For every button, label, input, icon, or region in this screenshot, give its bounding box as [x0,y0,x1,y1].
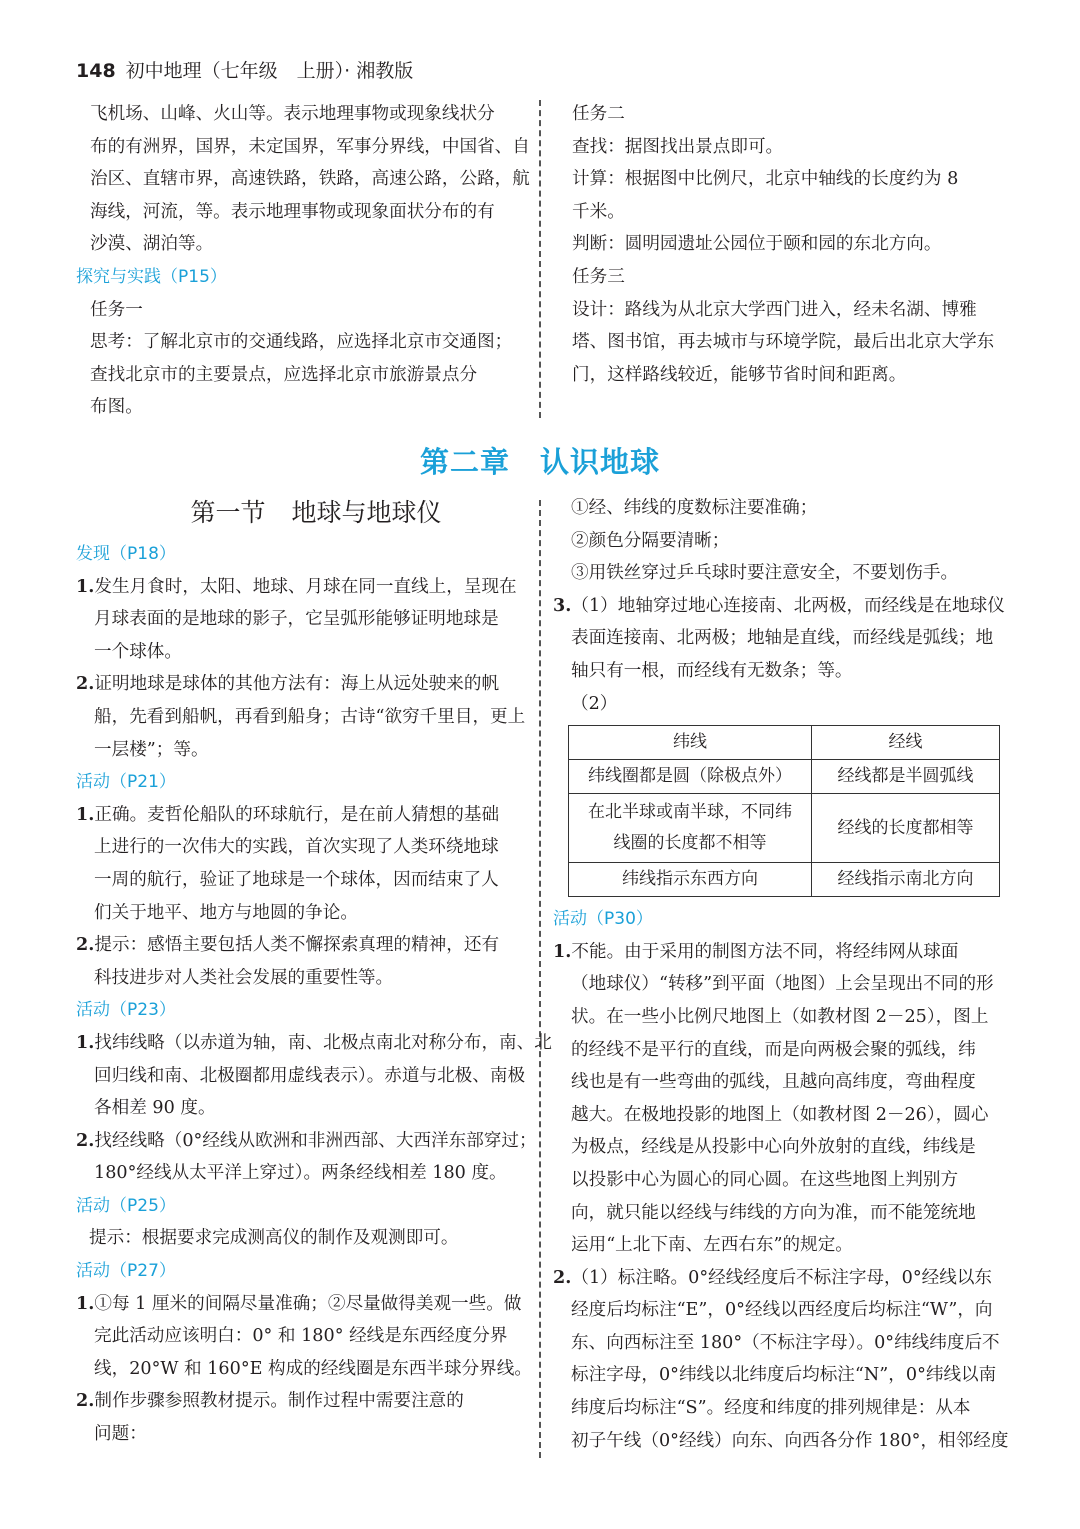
text-line: （地球仪）“转移”到平面（地图）上会呈现出不同的形 [571,974,994,995]
text-line: 回归线和南、北极圈都用虚线表示）。赤道与北极、南极 [94,1065,526,1086]
text-line: 初子午线（0°经线）向东、向西各分作 180°，相邻经度 [571,1430,1009,1451]
text-line: 问题： [94,1424,147,1445]
text-line: 向，就只能以经线与纬线的方向为准，而不能笼统地 [571,1202,976,1223]
text-line: 判断：圆明园遗址公园位于颐和园的东北方向。 [572,234,942,255]
text-line: 飞机场、山峰、火山等。表示地理事物或现象线状分 [90,104,495,124]
text-line: 千米。 [572,201,625,222]
list-item: 3.（1）地轴穿过地心连接南、北两极，而经线是在地球仪 [553,594,1005,616]
table-cell: 经线都是半圆弧线 [812,760,1000,794]
section-heading: 活动（P25） [76,1195,176,1216]
text-line: 的经线不是平行的直线，而是向两极会聚的弧线，纬 [571,1039,976,1060]
list-item: 1.①每 1 厘米的间隔尽量准确；②尽量做得美观一些。做 [76,1292,522,1314]
text-line: 一个球体。 [94,641,182,662]
list-item: 1.正确。麦哲伦船队的环球航行，是在前人猜想的基础 [76,803,500,825]
text-line: 沙漠、湖泊等。 [90,234,214,255]
task-label: 任务一 [90,299,143,320]
text-line: 查找北京市的主要景点，应选择北京市旅游景点分 [90,364,478,385]
list-item: 2.找经线略（0°经线从欧洲和非洲西部、大西洋东部穿过； [76,1129,537,1151]
right-column [553,492,1013,1457]
text-line: 各相差 90 度。 [94,1098,216,1119]
column-divider [539,100,541,418]
column-divider [539,500,541,1458]
chapter-name: 认识地球 [540,445,661,479]
page-header [76,56,413,83]
text-line: 船，先看到船帆，再看到船身；古诗“欲穷千里目，更上 [94,706,526,727]
section-heading: 活动（P23） [76,1000,176,1021]
text-line: ②颜色分隔要清晰； [571,530,730,551]
section-heading: 活动（P21） [76,772,176,793]
text-line: 表面连接南、北两极；地轴是直线，而经线是弧线；地 [571,628,994,649]
top-right-column [572,98,994,391]
text-line: 经度后均标注“E”，0°经线以西经度后均标注“W”，向 [571,1300,993,1321]
text-line: 线，20°W 和 160°E 构成的经线圈是东西半球分界线。 [94,1358,532,1379]
text-line: 查找：据图找出景点即可。 [572,136,784,157]
text-line: 提示：根据要求完成测高仪的制作及观测即可。 [89,1228,459,1249]
section-name: 地球与地球仪 [291,498,442,527]
table-header-row [569,726,1000,760]
task-label: 任务三 [572,266,625,287]
list-item: 2.（1）标注略。0°经线经度后不标注字母，0°经线以东 [553,1266,993,1288]
chapter-number: 第二章 [419,445,510,479]
table-cell: 纬线圈都是圆（除极点外） [569,760,812,794]
text-line: 线也是有一些弯曲的弧线，且越向高纬度，弯曲程度 [571,1072,976,1093]
table-cell: 经线指示南北方向 [812,863,1000,897]
list-item: 2.证明地球是球体的其他方法有：海上从远处驶来的帆 [76,673,500,695]
text-line: 治区、直辖市界，高速铁路，铁路，高速公路，公路，航 [90,169,530,190]
text-line: 以投影中心为圆心的同心圆。在这些地图上判别方 [571,1169,959,1190]
section-heading: 发现（P18） [76,544,176,564]
text-line: 标注字母，0°纬线以北纬度后均标注“N”，0°纬线以南 [571,1365,997,1386]
table-cell: 在北半球或南半球，不同纬 线圈的长度都不相等 [569,794,812,863]
text-line: 运用“上北下南、左西右东”的规定。 [571,1235,853,1256]
page-number: 148 [76,60,116,82]
list-item: 2.制作步骤参照教材提示。制作过程中需要注意的 [76,1390,464,1412]
table-header-cell: 纬线 [569,726,812,760]
text-line: 180°经线从太平洋上穿过）。两条经线相差 180 度。 [94,1163,507,1184]
table-row [569,760,1000,794]
table-header-cell: 经线 [812,726,1000,760]
text-line: 越大。在极地投影的地图上（如教材图 2－26），圆心 [571,1104,989,1125]
text-line: 思考：了解北京市的交通线路，应选择北京市交通图； [90,332,513,353]
table-cell: 经线的长度都相等 [812,794,1000,863]
text-line: ③用铁丝穿过乒乓球时要注意安全，不要划伤手。 [571,563,959,584]
text-line: 一周的航行，验证了地球是一个球体，因而结束了人 [94,869,499,890]
text-line: 布图。 [90,397,143,418]
text-line: 轴只有一根，而经线有无数条；等。 [571,660,853,681]
text-line: 海线，河流，等。表示地理事物或现象面状分布的有 [90,201,495,222]
text-line: 状。在一些小比例尺地图上（如教材图 2－25），图上 [571,1006,989,1027]
text-line: 上进行的一次伟大的实践，首次实现了人类环绕地球 [94,837,499,858]
text-line: （2） [571,693,618,714]
text-line: 布的有洲界，国界，未定国界，军事分界线，中国省、自 [90,136,530,157]
comparison-table [568,725,1000,897]
list-item: 1.不能。由于采用的制图方法不同，将经纬网从球面 [553,940,959,962]
list-item: 1.发生月食时，太阳、地球、月球在同一直线上，呈现在 [76,575,517,597]
text-line: 月球表面的是地球的影子，它呈弧形能够证明地球是 [94,609,499,630]
table-row [569,794,1000,863]
text-line: 们关于地平、地方与地圆的争论。 [94,902,358,923]
top-left-column [76,98,530,424]
task-label: 任务二 [572,104,625,124]
section-heading: 活动（P27） [76,1261,176,1282]
chapter-title [0,440,1080,481]
table-cell: 纬线指示东西方向 [569,863,812,897]
text-line: 门，这样路线较近，能够节省时间和距离。 [572,364,907,385]
section-title [76,488,526,538]
text-line: 完此活动应该明白：0° 和 180° 经线是东西经度分界 [94,1326,508,1347]
section-number: 第一节 [190,498,266,527]
text-line: 塔、图书馆，再去城市与环境学院，最后出北京大学东 [572,332,995,353]
text-line: 计算：根据图中比例尺，北京中轴线的长度约为 8 [572,169,959,190]
text-line: 科技进步对人类社会发展的重要性等。 [94,967,394,988]
text-line: 设计：路线为从北京大学西门进入，经未名湖、博雅 [572,299,977,320]
text-line: 东、向西标注至 180°（不标注字母）。0°纬线纬度后不 [571,1332,1000,1353]
list-item: 1.找纬线略（以赤道为轴，南、北极点南北对称分布，南、北 [76,1031,552,1053]
text-line: ①经、纬线的度数标注要准确； [571,498,818,518]
list-item: 2.提示：感悟主要包括人类不懈探索真理的精神，还有 [76,934,500,956]
left-column [76,488,552,1451]
text-line: 一层楼”；等。 [94,739,209,760]
table-row [569,863,1000,897]
section-heading: 探究与实践（P15） [76,266,227,287]
text-line: 为极点，经线是从投影中心向外放射的直线，纬线是 [571,1137,976,1158]
text-line: 纬度后均标注“S”。经度和纬度的排列规律是：从本 [571,1398,971,1419]
section-heading: 活动（P30） [553,909,653,930]
book-title: 初中地理（七年级 上册）· 湘教版 [125,60,414,82]
